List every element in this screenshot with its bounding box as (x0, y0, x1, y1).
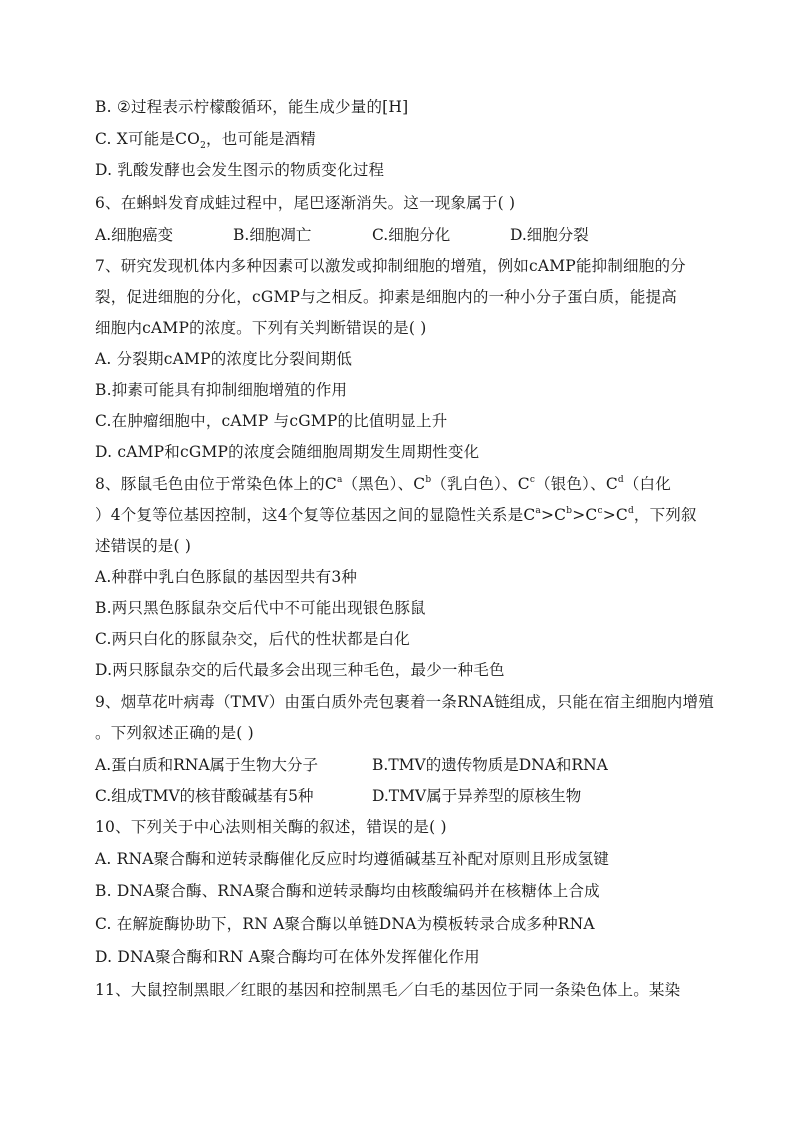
q6-option-c: C.细胞分化 (372, 226, 451, 244)
q10-option-d: D. DNA聚合酶和RN A聚合酶均可在体外发挥催化作用 (95, 948, 480, 966)
q5-option-b: B. ②过程表示柠檬酸循环，能生成少量的[H] (95, 98, 409, 116)
q6-option-b: B.细胞凋亡 (233, 226, 312, 244)
q10-option-b: B. DNA聚合酶、RNA聚合酶和逆转录酶均由核酸编码并在核糖体上合成 (95, 882, 600, 900)
q7-option-b: B.抑素可能具有抑制细胞增殖的作用 (95, 381, 348, 399)
q6-stem: 6、在蝌蚪发育成蛙过程中，尾巴逐渐消失。这一现象属于( ) (95, 194, 516, 212)
q6-option-d: D.细胞分裂 (510, 226, 589, 244)
q10-option-c: C. 在解旋酶协助下，RN A聚合酶以单链DNA为模板转录合成多种RNA (95, 915, 595, 933)
q5-option-c: C. X可能是$CO_2$，也可能是酒精 (95, 130, 316, 152)
q8-option-c: C.两只白化的豚鼠杂交，后代的性状都是白化 (95, 630, 410, 648)
q7-stem-line3: 细胞内cAMP的浓度。下列有关判断错误的是( ) (95, 319, 427, 337)
q9-option-c: C.组成TMV的核苷酸碱基有5种 (95, 787, 314, 805)
q5-option-d: D. 乳酸发酵也会发生图示的物质变化过程 (95, 161, 385, 179)
q9-option-a: A.蛋白质和RNA属于生物大分子 (95, 756, 319, 774)
q7-option-a: A. 分裂期cAMP的浓度比分裂间期低 (95, 350, 353, 368)
q9-option-b: B.TMV的遗传物质是DNA和RNA (372, 756, 608, 774)
q8-stem-line2: ）4个复等位基因控制，这4个复等位基因之间的显隐性关系是$C^a>C^b>C^c>C^d$，下列叙 (95, 505, 697, 524)
q11-stem-line1: 11、大鼠控制黑眼／红眼的基因和控制黑毛／白毛的基因位于同一条染色体上。某染 (95, 981, 681, 999)
q6-option-a: A.细胞癌变 (95, 226, 174, 244)
q8-option-a: A.种群中乳白色豚鼠的基因型共有3种 (95, 568, 358, 586)
q9-stem-line1: 9、烟草花叶病毒（TMV）由蛋白质外壳包裹着一条RNA链组成，只能在宿主细胞内增殖 (95, 693, 714, 711)
q8-stem-line3: 述错误的是( ) (95, 537, 192, 555)
q7-option-c: C.在肿瘤细胞中，cAMP 与cGMP的比值明显上升 (95, 412, 448, 430)
q8-stem-line1: 8、豚鼠毛色由位于常染色体上的$C^a$（黑色）、$C^b$（乳白色）、$C^c$（银色）、$C^d$（白化 (95, 474, 671, 493)
q8-option-b: B.两只黑色豚鼠杂交后代中不可能出现银色豚鼠 (95, 599, 426, 617)
q7-option-d: D. cAMP和cGMP的浓度会随细胞周期发生周期性变化 (95, 443, 480, 461)
q7-stem-line2: 裂，促进细胞的分化，cGMP与之相反。抑素是细胞内的一种小分子蛋白质，能提高 (95, 288, 677, 306)
q8-option-d: D.两只豚鼠杂交的后代最多会出现三种毛色，最少一种毛色 (95, 661, 505, 679)
q10-stem: 10、下列关于中心法则相关酶的叙述，错误的是( ) (95, 818, 447, 836)
q7-stem-line1: 7、研究发现机体内多种因素可以激发或抑制细胞的增殖，例如cAMP能抑制细胞的分 (95, 257, 686, 275)
q10-option-a: A. RNA聚合酶和逆转录酶催化反应时均遵循碱基互补配对原则且形成氢键 (95, 850, 609, 868)
q9-option-d: D.TMV属于异养型的原核生物 (372, 787, 582, 805)
q9-stem-line2: 。下列叙述正确的是( ) (95, 724, 254, 742)
